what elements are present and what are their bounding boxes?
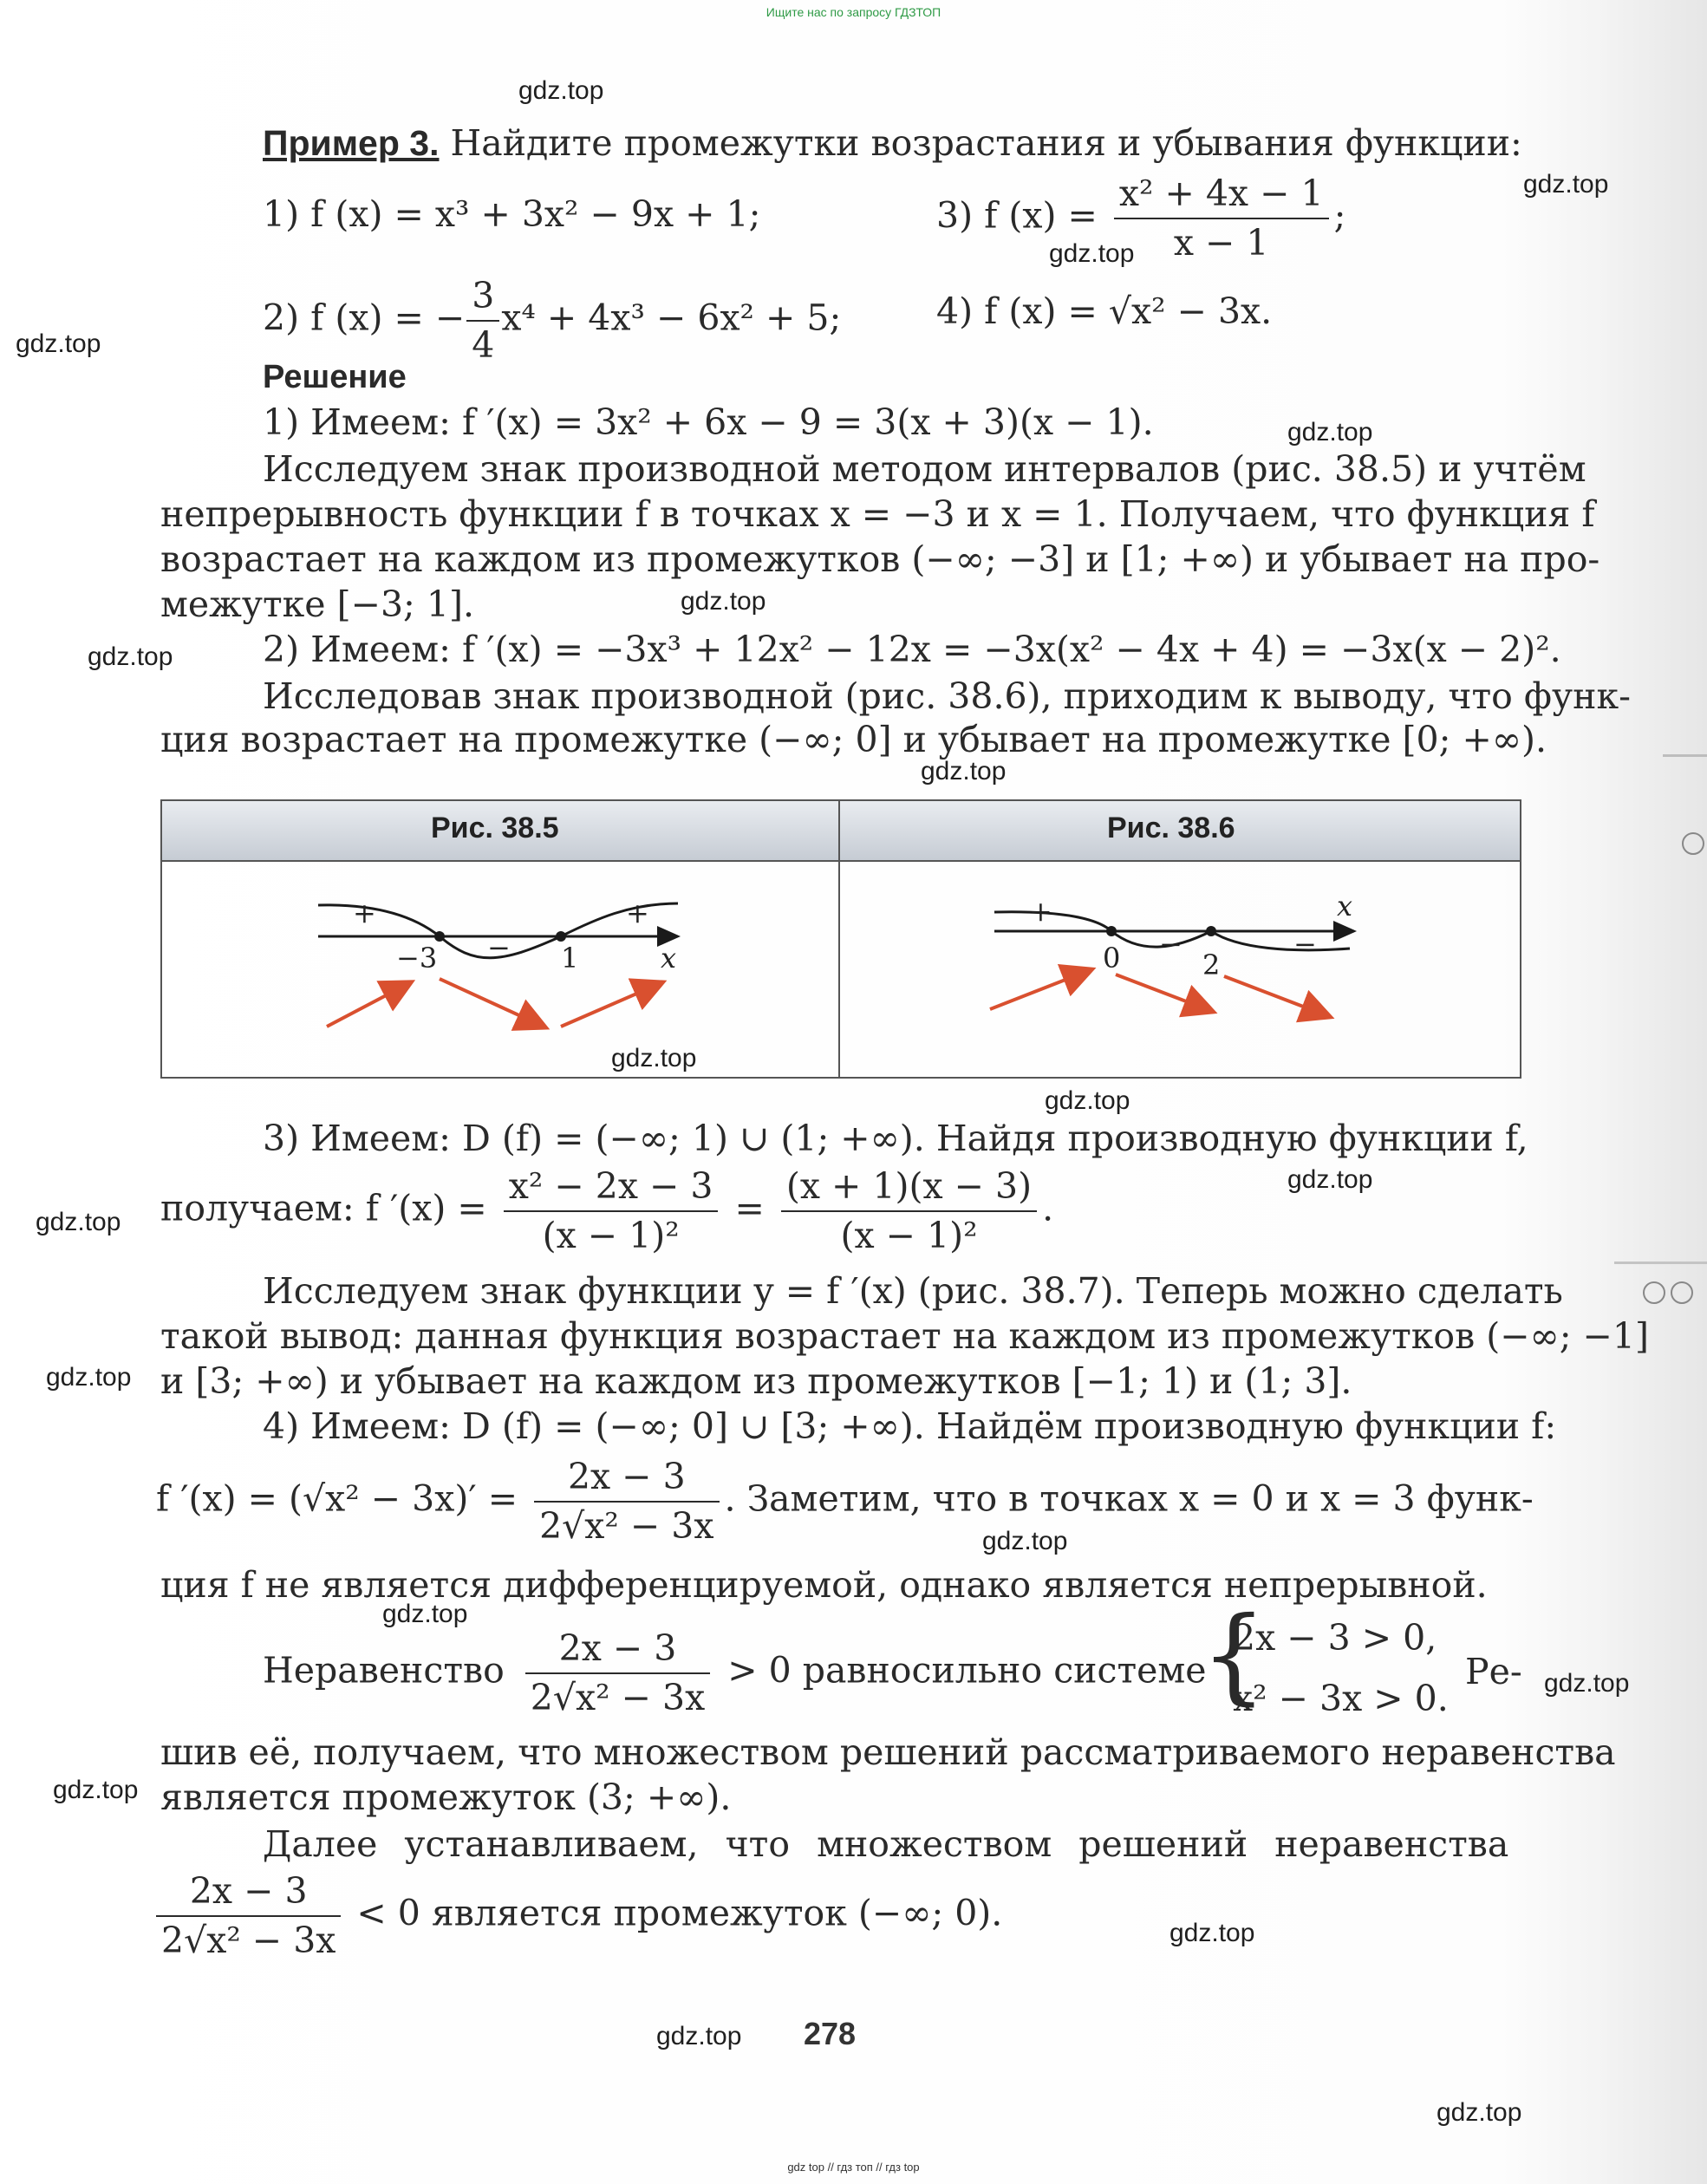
derivative-3: получаем: f ′(x) = $\frac{\text{x² − 2x − 3}}{\text{(x − 1)²}}$ = $\frac{(x + 1)(x - 3)}{\text{(x − 1)²}}$ . bbox=[160, 1165, 1054, 1257]
watermark: gdz.top bbox=[982, 1527, 1068, 1555]
solution-line: 1) Имеем: f ′(x) = 3x² + 6x − 9 = 3(x + 3)(x − 1). bbox=[263, 401, 1154, 443]
binder-hole bbox=[1671, 1281, 1693, 1304]
system-brace: { bbox=[1201, 1595, 1267, 1716]
watermark: gdz.top bbox=[1437, 2098, 1522, 2127]
edge-fold bbox=[1663, 754, 1707, 757]
watermark: gdz.top bbox=[53, 1776, 139, 1804]
solution-line: 4) Имеем: D (f) = (−∞; 0] ∪ [3; +∞). Найдём производную функции f: bbox=[263, 1405, 1557, 1447]
solution-line: шив её, получаем, что множеством решений рассматриваемого неравенства bbox=[160, 1731, 1616, 1773]
sign-label: + bbox=[626, 896, 649, 929]
binder-hole bbox=[1682, 832, 1704, 855]
system-line: 2x − 3 > 0, bbox=[1233, 1617, 1437, 1659]
solution-line: возрастает на каждом из промежутков (−∞; −3] и [1; +∞) и убывает на про- bbox=[160, 538, 1600, 580]
solution-line: Исследовав знак производной (рис. 38.6), приходим к выводу, что функ- bbox=[263, 675, 1631, 717]
footer-note: gdz top // гдз топ // гдз top bbox=[787, 2161, 920, 2174]
sign-label: + bbox=[1029, 895, 1052, 928]
binder-hole bbox=[1643, 1281, 1665, 1304]
decrease-arrow bbox=[1224, 976, 1328, 1016]
point-label: 0 bbox=[1103, 942, 1121, 975]
point-label: −3 bbox=[396, 942, 438, 975]
watermark: gdz.top bbox=[1523, 170, 1609, 199]
watermark: gdz.top bbox=[518, 76, 604, 105]
fraction: $\frac{(x + 1)(x - 3)}{\text{(x − 1)²}}$ bbox=[781, 1166, 1037, 1256]
example-heading bbox=[263, 123, 1522, 164]
figure-38-6-title: Рис. 38.6 bbox=[1107, 812, 1235, 844]
watermark: gdz.top bbox=[921, 757, 1007, 786]
sign-label: − bbox=[1293, 928, 1317, 961]
sign-label: + bbox=[353, 896, 376, 929]
watermark: gdz.top bbox=[382, 1600, 468, 1628]
example-title: Пример 3. bbox=[263, 123, 440, 163]
point-label: 1 bbox=[561, 942, 579, 975]
watermark: gdz.top bbox=[1045, 1086, 1130, 1115]
solution-line: такой вывод: данная функция возрастает на каждом из промежутков (−∞; −1] bbox=[160, 1315, 1649, 1357]
increase-arrow bbox=[990, 970, 1090, 1009]
sign-label: − bbox=[1159, 928, 1183, 961]
solution-line: 3) Имеем: D (f) = (−∞; 1) ∪ (1; +∞). Найдя производную функции f, bbox=[263, 1118, 1528, 1159]
watermark: gdz.top bbox=[1169, 1919, 1255, 1947]
solution-line: является промежуток (3; +∞). bbox=[160, 1777, 732, 1818]
final-inequality: $\frac{2x - 3}{\text{2√x² − 3x}}$ < 0 является промежуток (−∞; 0). bbox=[156, 1871, 1002, 1961]
watermark: gdz.top bbox=[1287, 1165, 1373, 1194]
solution-line: Далее устанавливаем, что множеством решений неравенства bbox=[263, 1823, 1509, 1865]
watermark: gdz.top bbox=[681, 587, 766, 616]
hyphenated-word: Ре- bbox=[1465, 1651, 1522, 1692]
solution-heading: Решение bbox=[263, 359, 407, 395]
watermark: gdz.top bbox=[88, 642, 173, 671]
solution-line: ция возрастает на промежутке (−∞; 0] и убывает на промежутке [0; +∞). bbox=[160, 719, 1547, 760]
critical-point bbox=[1106, 926, 1117, 936]
solution-line: и [3; +∞) и убывает на каждом из промежутков [−1; 1) и (1; 3]. bbox=[160, 1360, 1352, 1402]
increase-arrow bbox=[561, 983, 661, 1027]
watermark: gdz.top bbox=[656, 2022, 742, 2050]
decrease-arrow bbox=[1116, 975, 1211, 1011]
axis-label: x bbox=[1337, 890, 1353, 922]
solution-line: 2) Имеем: f ′(x) = −3x³ + 12x² − 12x = −3x(x² − 4x + 4) = −3x(x − 2)². bbox=[263, 629, 1561, 670]
derivative-4: f ′(x) = (√x² − 3x)′ = $\frac{2x - 3}{\text{2√x² − 3x}}$ . Заметим, что в точках x = 0 и x = 3 функ- bbox=[156, 1456, 1534, 1548]
increase-arrow bbox=[327, 983, 409, 1027]
solution-line: непрерывность функции f в точках x = −3 и x = 1. Получаем, что функция f bbox=[160, 493, 1595, 535]
decrease-arrow bbox=[440, 979, 544, 1027]
watermark: gdz.top bbox=[16, 329, 101, 358]
example-task: Найдите промежутки возрастания и убывания функции: bbox=[439, 122, 1522, 164]
edge-fold bbox=[1614, 1262, 1707, 1264]
fraction: $\frac{2x - 3}{\text{2√x² − 3x}}$ bbox=[525, 1628, 710, 1718]
critical-point bbox=[1206, 926, 1216, 936]
watermark: gdz.top bbox=[1287, 418, 1373, 447]
watermark: gdz.top bbox=[611, 1044, 697, 1072]
system-line: x² − 3x > 0. bbox=[1233, 1678, 1449, 1719]
header-note: Ищите нас по запросу ГДЗТОП bbox=[766, 5, 941, 19]
figure-38-5-title: Рис. 38.5 bbox=[431, 812, 559, 844]
fraction: $\frac{2x - 3}{\text{2√x² − 3x}}$ bbox=[156, 1871, 341, 1961]
critical-point bbox=[434, 931, 445, 942]
fraction: $\frac{\text{x² + 4x − 1}}{x - 1}$ bbox=[1114, 173, 1329, 264]
solution-line: ция f не является дифференцируемой, однако является непрерывной. bbox=[160, 1564, 1488, 1606]
page-number: 278 bbox=[804, 2016, 857, 2051]
critical-point bbox=[556, 931, 566, 942]
figures-header bbox=[162, 801, 1520, 862]
axis-label: x bbox=[661, 942, 677, 975]
sign-diagrams bbox=[162, 862, 1520, 1075]
solution-line: Исследуем знак производной методом интервалов (рис. 38.5) и учтём bbox=[263, 448, 1586, 490]
function-2: 2) f (x) = − $\frac{3}{4}$ x⁴ + 4x³ − 6x² + 5; bbox=[263, 275, 842, 367]
point-label: 2 bbox=[1202, 949, 1221, 981]
function-1: 1) f (x) = x³ + 3x² − 9x + 1; bbox=[263, 193, 761, 235]
fraction: $\frac{3}{4}$ bbox=[466, 276, 499, 366]
function-4: 4) f (x) = √x² − 3x. bbox=[936, 290, 1273, 332]
sign-label: − bbox=[487, 931, 511, 964]
fraction: $\frac{2x - 3}{\text{2√x² − 3x}}$ bbox=[534, 1457, 719, 1547]
solution-line: межутке [−3; 1]. bbox=[160, 583, 474, 625]
figures-table bbox=[160, 799, 1521, 1079]
function-3: 3) f (x) = $\frac{\text{x² + 4x − 1}}{x - 1}$ ; bbox=[936, 173, 1346, 264]
watermark: gdz.top bbox=[1049, 239, 1135, 268]
watermark: gdz.top bbox=[1544, 1669, 1630, 1698]
solution-line: Исследуем знак функции y = f ′(x) (рис. 38.7). Теперь можно сделать bbox=[263, 1270, 1563, 1312]
fraction: $\frac{\text{x² − 2x − 3}}{\text{(x − 1)²}}$ bbox=[504, 1166, 719, 1256]
watermark: gdz.top bbox=[46, 1363, 132, 1392]
inequality-line: Неравенство $\frac{2x - 3}{\text{2√x² − 3x}}$ > 0 равносильно системе bbox=[263, 1627, 1207, 1719]
watermark: gdz.top bbox=[36, 1208, 121, 1236]
